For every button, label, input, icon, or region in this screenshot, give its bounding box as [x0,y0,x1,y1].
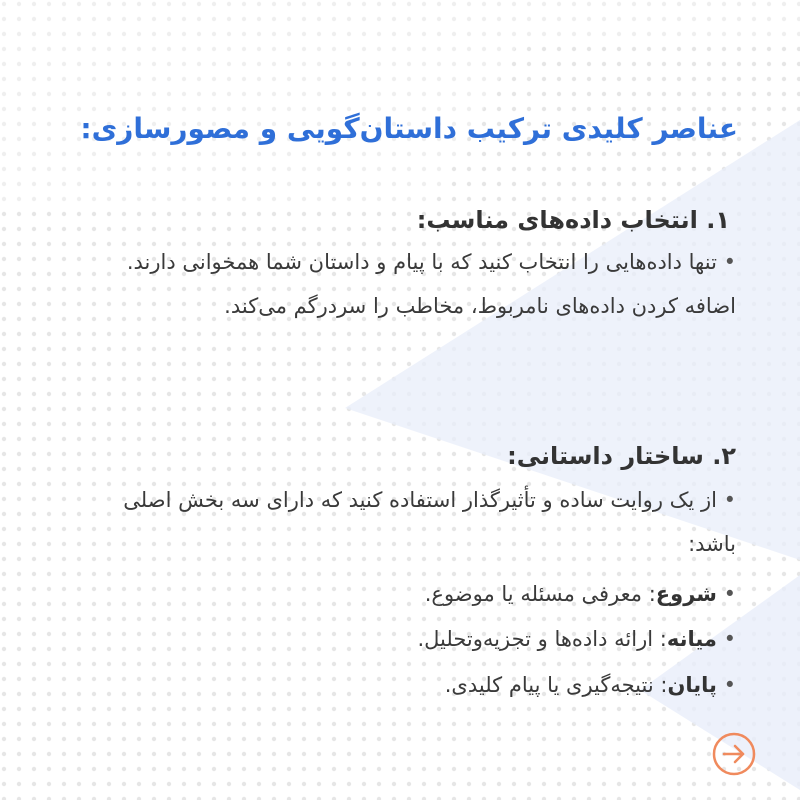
bullet: • [723,673,736,697]
list-item-text: : معرفی مسئله یا موضوع. [424,582,656,606]
list-item-label: میانه [666,627,717,651]
section-paragraph [76,240,736,328]
page-title: عناصر کلیدی ترکیب داستان‌گویی و مصورسازی: [80,112,738,145]
list-item-label: پایان [667,673,717,697]
paragraph-text: تنها داده‌هایی را انتخاب کنید که با پیام و داستان شما همخوانی دارند. اضافه کردن داده‌های نامربوط، مخاطب را سردرگم می‌کند. [126,250,736,318]
list-item [425,582,736,606]
bullet: • [723,582,736,606]
paragraph-text: از یک روایت ساده و تأثیرگذار استفاده کنید که دارای سه بخش اصلی باشد: [123,488,736,556]
list-item [417,627,736,651]
section-heading: ۲. ساختار داستانی: [507,442,736,470]
list-item-text: : نتیجه‌گیری یا پیام کلیدی. [444,673,668,697]
list-item-label: شروع [655,582,717,606]
bullet: • [723,627,736,651]
next-button[interactable] [712,732,756,776]
list-item [445,673,736,697]
section-heading: ۱. انتخاب داده‌های مناسب: [416,206,730,234]
arrow-right-icon [712,732,756,776]
bullet: • [723,488,736,512]
list-item-text: : ارائه داده‌ها و تجزیه‌وتحلیل. [417,627,667,651]
bullet: • [723,250,736,274]
section-paragraph [96,478,736,566]
